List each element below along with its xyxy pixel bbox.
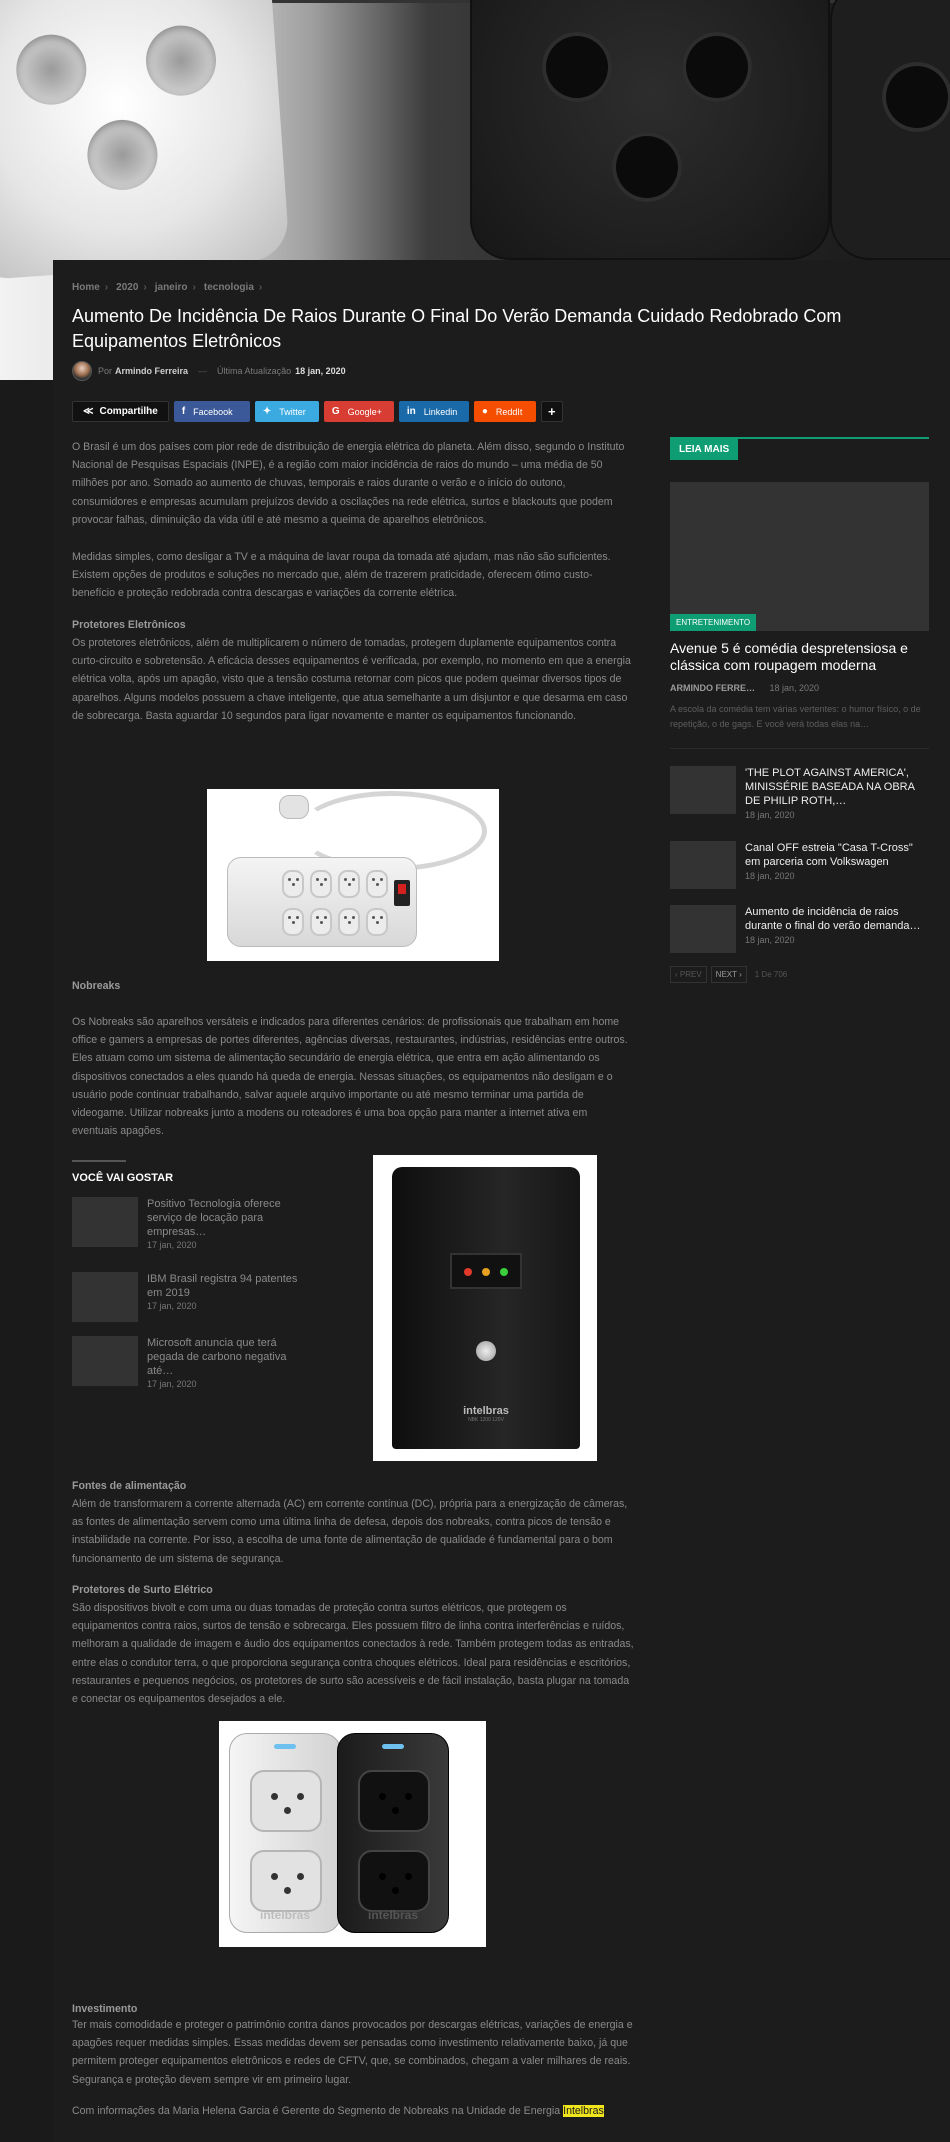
related-title[interactable]: Microsoft anuncia que terá pegada de carbono negativa até… [147, 1337, 287, 1377]
linkedin-icon: in [406, 406, 416, 417]
share-bar [72, 401, 563, 422]
next-button[interactable]: NEXT › [711, 966, 747, 983]
related-item[interactable] [72, 1336, 302, 1400]
share-label: Compartilhe [99, 406, 158, 417]
power-button-icon [476, 1341, 496, 1361]
sidebar-item-title[interactable]: 'THE PLOT AGAINST AMERICA', MINISSÉRIE BASEADA NA OBRA DE PHILIP ROTH,… [745, 767, 915, 807]
sidebar-item[interactable] [670, 841, 929, 895]
article-paragraph-8 [72, 2102, 634, 2120]
author-link[interactable]: Armindo Ferreira [115, 366, 189, 376]
related-thumbnail[interactable] [72, 1197, 138, 1247]
hero-outlet-black-2 [830, 0, 950, 260]
sidebar-heading-label: LEIA MAIS [670, 439, 738, 460]
updated-label: Última Atualização [217, 366, 292, 376]
by-label: Por [98, 366, 113, 376]
divider [670, 748, 929, 749]
updated-date: 18 jan, 2020 [295, 366, 346, 376]
sidebar-heading [670, 437, 929, 461]
brand-logo: intelbras [367, 1908, 418, 1922]
brand-logo: intelbras [259, 1908, 310, 1922]
article-paragraph-5: Além de transformarem a corrente alternada (AC) em corrente contínua (DC), própria para a energização de câmeras, as fontes de alimentação servem como uma última linha de defesa, depois dos nobreaks, contra picos de tensão e instabilidade na corrente. Por isso, a escolha de uma fonte de alimentação de qualidade é fundamental para o bom funcionamento de um sistema de segurança. [72, 1498, 628, 1565]
sidebar-thumbnail[interactable] [670, 841, 736, 889]
sidebar-item[interactable] [670, 905, 929, 959]
sidebar-item-title[interactable]: Aumento de incidência de raios durante o final do verão demanda… [745, 906, 921, 932]
page-count: 1 De 706 [754, 970, 788, 979]
facebook-label: Facebook [193, 406, 233, 417]
article-paragraph-1: O Brasil é um dos países com pior rede de distribuição de energia elétrica do planeta. Além disso, segundo o Instituto Nacional de Pesquisas Espaciais (INPE), é a região com maior incidência de raios do mundo – uma média de 50 milhões por ano. Somado ao aumento de chuvas, temporais e raios durante o verão e o início do outono, consumidores e empresas acumulam prejuízos devido a oscilações na rede elétrica, surtos e blackouts que podem provocar falhas, diminuição da vida útil e até mesmo a queima de aparelhos eletrônicos. [72, 441, 625, 526]
related-title[interactable]: IBM Brasil registra 94 patentes em 2019 [147, 1273, 298, 1299]
twitter-share-button[interactable] [255, 401, 319, 422]
related-item[interactable] [72, 1197, 302, 1272]
heading-nobreaks: Nobreaks [72, 980, 121, 992]
sidebar-item-date: 18 jan, 2020 [745, 935, 795, 945]
breadcrumb-year[interactable]: 2020 [116, 282, 139, 293]
hero-outlet-white [0, 0, 290, 281]
sidebar-item-date: 18 jan, 2020 [745, 871, 795, 881]
featured-title[interactable]: Avenue 5 é comédia despretensiosa e clássica com roupagem moderna [670, 640, 908, 673]
reddit-share-button[interactable] [474, 401, 536, 422]
brand-logo: intelbras NBK 1200 120V [463, 1405, 509, 1423]
google-icon: G [331, 406, 340, 417]
sidebar-thumbnail[interactable] [670, 766, 736, 814]
featured-meta [670, 683, 819, 693]
related-posts [72, 1160, 302, 1400]
related-thumbnail[interactable] [72, 1336, 138, 1386]
related-item[interactable] [72, 1272, 302, 1336]
related-heading: VOCÊ VAI GOSTAR [72, 1172, 174, 1184]
surge-protector-image [219, 1721, 486, 1947]
breadcrumb-home[interactable]: Home [72, 282, 100, 293]
prev-button[interactable]: ‹ PREV [670, 966, 707, 983]
related-thumbnail[interactable] [72, 1272, 138, 1322]
linkedin-share-button[interactable] [399, 401, 469, 422]
sidebar-thumbnail[interactable] [670, 905, 736, 953]
sidebar-pager [670, 966, 787, 983]
sidebar-item-title[interactable]: Canal OFF estreia "Casa T-Cross" em parceria com Volkswagen [745, 842, 913, 868]
page-title: Aumento De Incidência De Raios Durante O Final Do Verão Demanda Cuidado Redobrado Com Equipamentos Eletrônicos [72, 306, 842, 351]
article-paragraph-4: Os Nobreaks são aparelhos versáteis e indicados para diferentes cenários: de profissionais que trabalham em home office e gamers a empresas de portes diferentes, agências diversas, restaurantes, indústrias, residências entre outros. Eles atuam como um sistema de alimentação secundário de energia elétrica, que entra em ação alimentando os dispositivos conectados a eles quando há queda de energia. Nessas situações, os equipamentos não desligam e o usuário pode continuar trabalhando, salvar aquele arquivo importante ou até mesmo terminar uma partida de videogame. Utilizar nobreaks junto a modens ou roteadores é uma boa opção para manter a internet ativa em eventuais apagões. [72, 1016, 628, 1138]
heading-surto: Protetores de Surto Elétrico [72, 1584, 213, 1596]
intelbras-link[interactable]: Intelbras [563, 2105, 604, 2117]
article-paragraph-7: Ter mais comodidade e proteger o patrimônio contra danos provocados por descargas elétricas, variações de energia e apagões requer medidas simples. Essas medidas devem ser pensadas como investimento relativamente baixo, já que permitem proteger equipamentos eletrônicos e redes de CFTV, que, se combinados, chegam a valer milhares de reais. Segurança e proteção devem sempre vir em primeiro lugar. [72, 2019, 633, 2086]
sidebar-item-date: 18 jan, 2020 [745, 810, 795, 820]
featured-image[interactable] [670, 482, 929, 631]
reddit-label: ReddIt [495, 406, 523, 417]
featured-excerpt: A escola da comédia tem várias vertentes: o humor físico, o de repetição, o de gags. E você verá todas elas na… [670, 704, 921, 729]
related-date: 17 jan, 2020 [147, 1240, 197, 1250]
share-icon: ≪ [83, 406, 94, 417]
article-paragraph-6: São dispositivos bivolt e com uma ou duas tomadas de proteção contra surtos elétricos, que protegem os equipamentos contra raios, surtos de tensão e sobrecarga. Eles possuem filtro de linha contra interferências e ruídos, melhoram a qualidade de imagem e áudio dos equipamentos conectados à rede. Também protegem todas as entradas, entre elas o condutor terra, o que proporciona segurança contra choques elétricos. Ideal para residências e escritórios, restaurantes e pequenos negócios, os protetores de surto são acessíveis e de fácil instalação, basta plugar na tomada e conectar os equipamentos desejados a ele. [72, 1602, 634, 1706]
power-strip-image [207, 789, 499, 961]
heading-investimento: Investimento [72, 2003, 138, 2015]
related-date: 17 jan, 2020 [147, 1379, 197, 1389]
featured-author[interactable]: ARMINDO FERRE… [670, 683, 755, 693]
article-paragraph-2: Medidas simples, como desligar a TV e a máquina de lavar roupa da tomada até ajudam, mas não são suficientes. Existem opções de produtos e soluções no mercado que, além de trazerem praticidade, oferecem ótimo custo-benefício e proteção redobrada contra descargas e variações da corrente elétrica. [72, 551, 611, 600]
breadcrumb: Home › 2020 › janeiro › tecnologia › [72, 282, 263, 293]
facebook-icon: f [181, 406, 186, 417]
sidebar-item[interactable] [670, 766, 929, 820]
post-meta: Por Armindo Ferreira — Última Atualização 18 jan, 2020 [72, 361, 346, 381]
featured-date: 18 jan, 2020 [769, 683, 820, 693]
nobreak-image [373, 1155, 597, 1461]
category-badge[interactable]: ENTRETENIMENTO [670, 614, 756, 631]
share-button[interactable] [72, 401, 169, 422]
twitter-label: Twitter [279, 406, 306, 417]
related-date: 17 jan, 2020 [147, 1301, 197, 1311]
hero-outlet-black [470, 0, 830, 260]
article-paragraph-3: Os protetores eletrônicos, além de multiplicarem o número de tomadas, protegem duplamente equipamentos contra curto-circuito e sobretensão. A eficácia desses equipamentos é verificada, por exemplo, no momento em que a energia elétrica volta, após um apagão, visto que a tensão costuma retornar com picos que podem queimar diversos tipos de aparelhos. Alguns modelos possuem a chave inteligente, que atua semelhante a um disjuntor e que desarma em caso de sobrecarga. Basta aguardar 10 segundos para ligar novamente e manter os equipamentos funcionando. [72, 637, 631, 722]
heading-protetores: Protetores Eletrônicos [72, 619, 186, 631]
googleplus-share-button[interactable] [324, 401, 394, 422]
googleplus-label: Google+ [347, 406, 382, 417]
plus-icon: + [548, 404, 556, 419]
reddit-icon: ● [481, 406, 488, 417]
facebook-share-button[interactable] [174, 401, 250, 422]
heading-fontes: Fontes de alimentação [72, 1480, 187, 1492]
linkedin-label: Linkedin [423, 406, 458, 417]
breadcrumb-category[interactable]: tecnologia [203, 282, 254, 293]
avatar[interactable] [72, 361, 92, 381]
twitter-icon: ✦ [262, 406, 272, 417]
credit-text: Com informações da Maria Helena Garcia é Gerente do Segmento de Nobreaks na Unidade de Energia [72, 2105, 561, 2117]
related-title[interactable]: Positivo Tecnologia oferece serviço de locação para empresas… [147, 1198, 281, 1238]
more-share-button[interactable] [541, 401, 563, 422]
breadcrumb-month[interactable]: janeiro [154, 282, 188, 293]
